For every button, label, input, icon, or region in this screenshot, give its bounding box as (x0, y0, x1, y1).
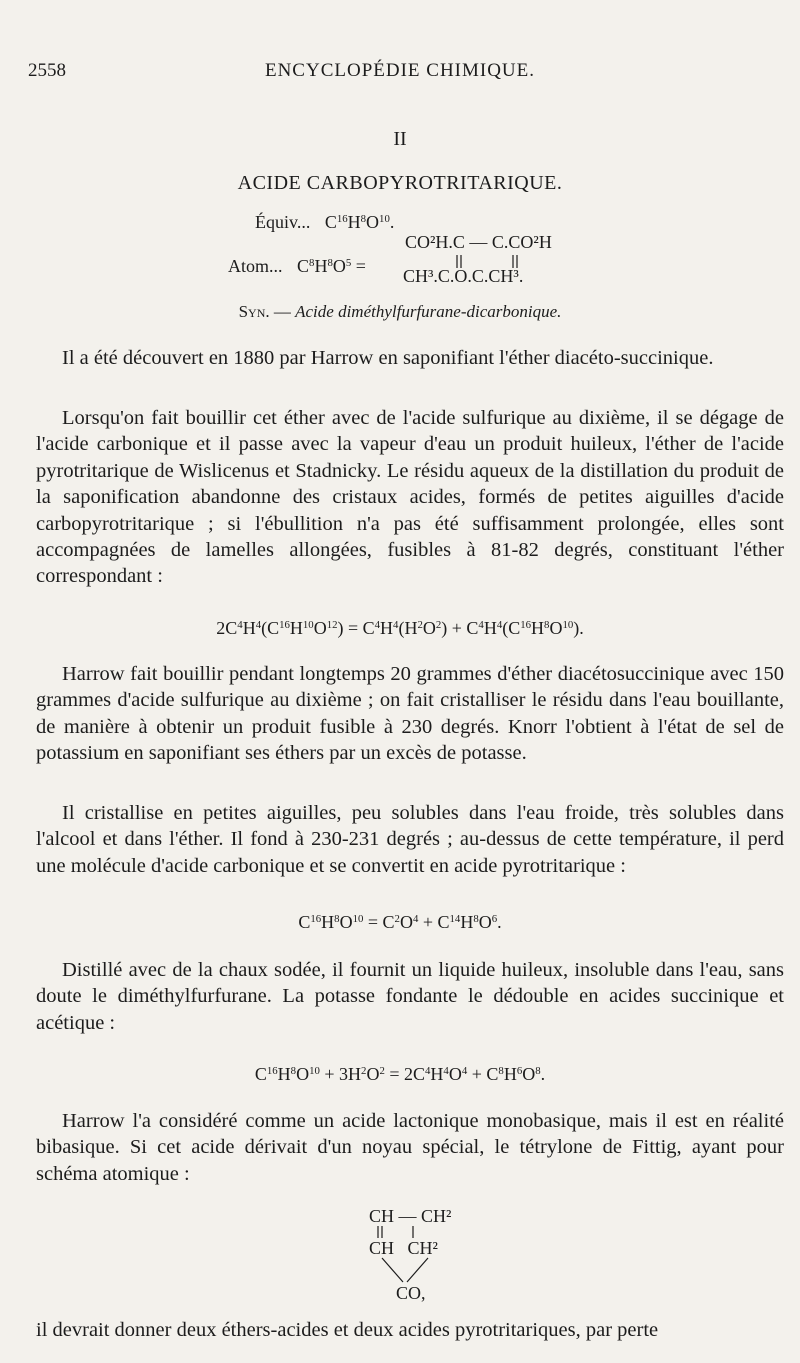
atom-formula-top: CO²H.C — C.CO²H (405, 232, 552, 252)
paragraph-3: Harrow fait bouillir pendant longtemps 20 grammes d'éther diacétosuccinique avec 150 grammes d'acide sulfurique au dixième ; on fait cristalliser le résidu dans l'eau bouillante, de manière à obtenir un produit fusible à 230 degrés. Knorr l'obtient à l'état de sel de potassium en saponifiant ses éthers par un excès de potasse. (36, 663, 784, 765)
running-title: ENCYCLOPÉDIE CHIMIQUE. (264, 60, 536, 81)
equation-1: $2C^4H^4(C^{16}H^{10}O^{12}) = C^4H^4(H^2O^2) + C^4H^4(C^{16}H^8O^{10})$. (216, 618, 584, 638)
structure-middle: CH CH² (369, 1238, 438, 1258)
structure-top: CH — CH² (369, 1206, 452, 1226)
structure-bottom: CO, (396, 1283, 426, 1303)
section-number: II (393, 128, 407, 150)
paragraph-4: Il cristallise en petites aiguilles, peu solubles dans l'eau froide, très solubles dans l'alcool et dans l'éther. Il fond à 230-231 degrés ; au-dessus de cette température, il perd une molécule d'acide carbonique et se convertit en acide pyrotritarique : (36, 802, 784, 877)
section-title: ACIDE CARBOPYROTRITARIQUE. (237, 172, 563, 194)
equiv-formula: $C^{16}H^8O^{10}$. (324, 212, 395, 232)
atom-formula-main: $C^8H^8O^5$ = (297, 256, 366, 276)
paragraph-5: Distillé avec de la chaux sodée, il fournit un liquide huileux, insoluble dans l'eau, sans doute le diméthylfurfurane. La potasse fondante le dédouble en acides succinique et acétique : (36, 959, 784, 1034)
equation-2: $C^{16}H^8O^{10} = C^2O^4 + C^{14}H^8O^6$. (298, 912, 502, 932)
page-number: 2558 (28, 60, 66, 81)
equiv-label: Équiv... (255, 212, 311, 232)
synonym-line: Syn. — Acide diméthylfurfurane-dicarbonique. (238, 302, 562, 321)
syn-text: Acide diméthylfurfurane-dicarbonique. (295, 302, 562, 321)
paragraph-7: il devrait donner deux éthers-acides et deux acides pyrotritariques, par perte (36, 1319, 659, 1341)
syn-label: Syn. (238, 302, 270, 321)
paragraph-1: Il a été découvert en 1880 par Harrow en saponifiant l'éther diacéto-succinique. (62, 347, 714, 369)
paragraph-6: Harrow l'a considéré comme un acide lactonique monobasique, mais il est en réalité bibasique. Si cet acide dérivait d'un noyau spécial, le tétrylone de Fittig, ayant pour schéma atomique : (36, 1110, 784, 1185)
atom-label: Atom... (228, 256, 283, 276)
equation-3: $C^{16}H^8O^{10} + 3H^2O^2 = 2C^4H^4O^4 + C^8H^6O^8$. (254, 1064, 546, 1084)
paragraph-2: Lorsqu'on fait bouillir cet éther avec de l'acide sulfurique au dixième, il se dégage de l'acide carbonique et il passe avec la vapeur d'eau un produit huileux, l'éther de l'acide pyrotritarique de Wislicenus et Stadnicky. Le résidu aqueux de la distillation du produit de la saponification abandonne des cristaux acides, formés de petites aiguilles d'acide carbopyrotritarique ; si l'ébullition n'a pas été suffisamment prolongée, elles sont accompagnées de lamelles allongées, fusibles à 81-82 degrés, constituant l'éther correspondant : (36, 407, 784, 588)
atom-formula-bottom: CH³.C.O.C.CH³. (403, 266, 524, 286)
